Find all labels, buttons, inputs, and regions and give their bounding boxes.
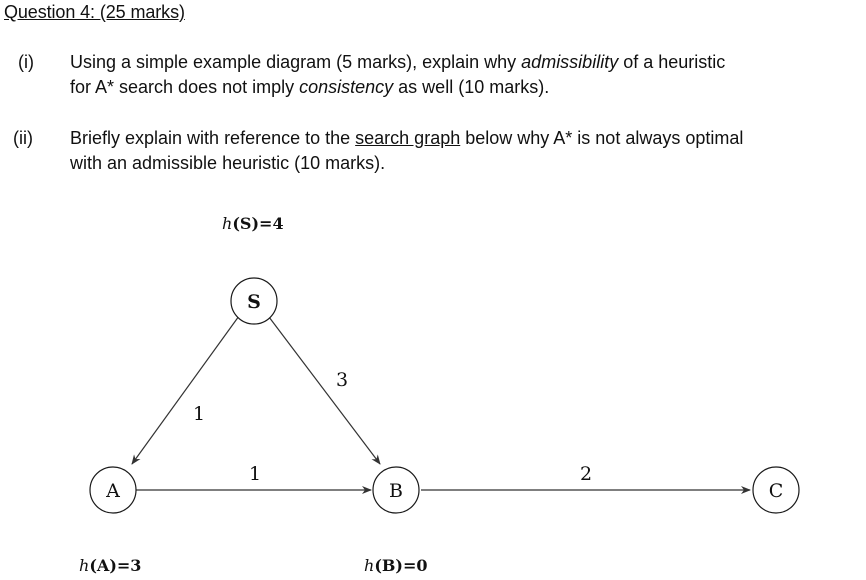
text-run: as well (10 marks). [393, 77, 550, 97]
text-run: for A* search does not imply [70, 77, 300, 97]
graph-node-c [753, 467, 799, 513]
item-line-2: with an admissible heuristic (10 marks). [70, 153, 386, 173]
item-number: (i) [18, 52, 34, 72]
emphasis-admissibility: admissibility [521, 52, 619, 72]
text-run: Briefly explain with reference to the [70, 128, 356, 148]
underlined-search-graph: search graph [355, 128, 461, 148]
node-label-a: A [106, 480, 120, 502]
graph-node-a [90, 467, 136, 513]
edge-weight-b-c: 2 [580, 463, 593, 485]
text-run: Using a simple example diagram (5 marks), explain why [70, 52, 522, 72]
edge-weight-a-b: 1 [249, 463, 262, 485]
edge-weight-s-b: 3 [336, 369, 349, 391]
node-label-s: S [247, 291, 261, 313]
node-label-c: C [768, 480, 784, 502]
edge-weight-s-a: 1 [193, 403, 206, 425]
text-run: of a heuristic [618, 52, 726, 72]
emphasis-consistency: consistency [299, 77, 394, 97]
graph-node-b [373, 467, 419, 513]
question-heading: Question 4: (25 marks) [4, 2, 185, 22]
heuristic-label-a: h(A)=3 [79, 556, 142, 575]
heuristic-label-b: h(B)=0 [364, 556, 428, 575]
item-number: (ii) [13, 128, 33, 148]
text-run: below why A* is not always optimal [460, 128, 744, 148]
graph-node-s [231, 278, 277, 324]
edge-s-a [132, 316, 239, 464]
heuristic-label-s: h(S)=4 [222, 214, 284, 233]
node-label-b: B [389, 480, 403, 502]
edge-s-b [269, 317, 380, 464]
